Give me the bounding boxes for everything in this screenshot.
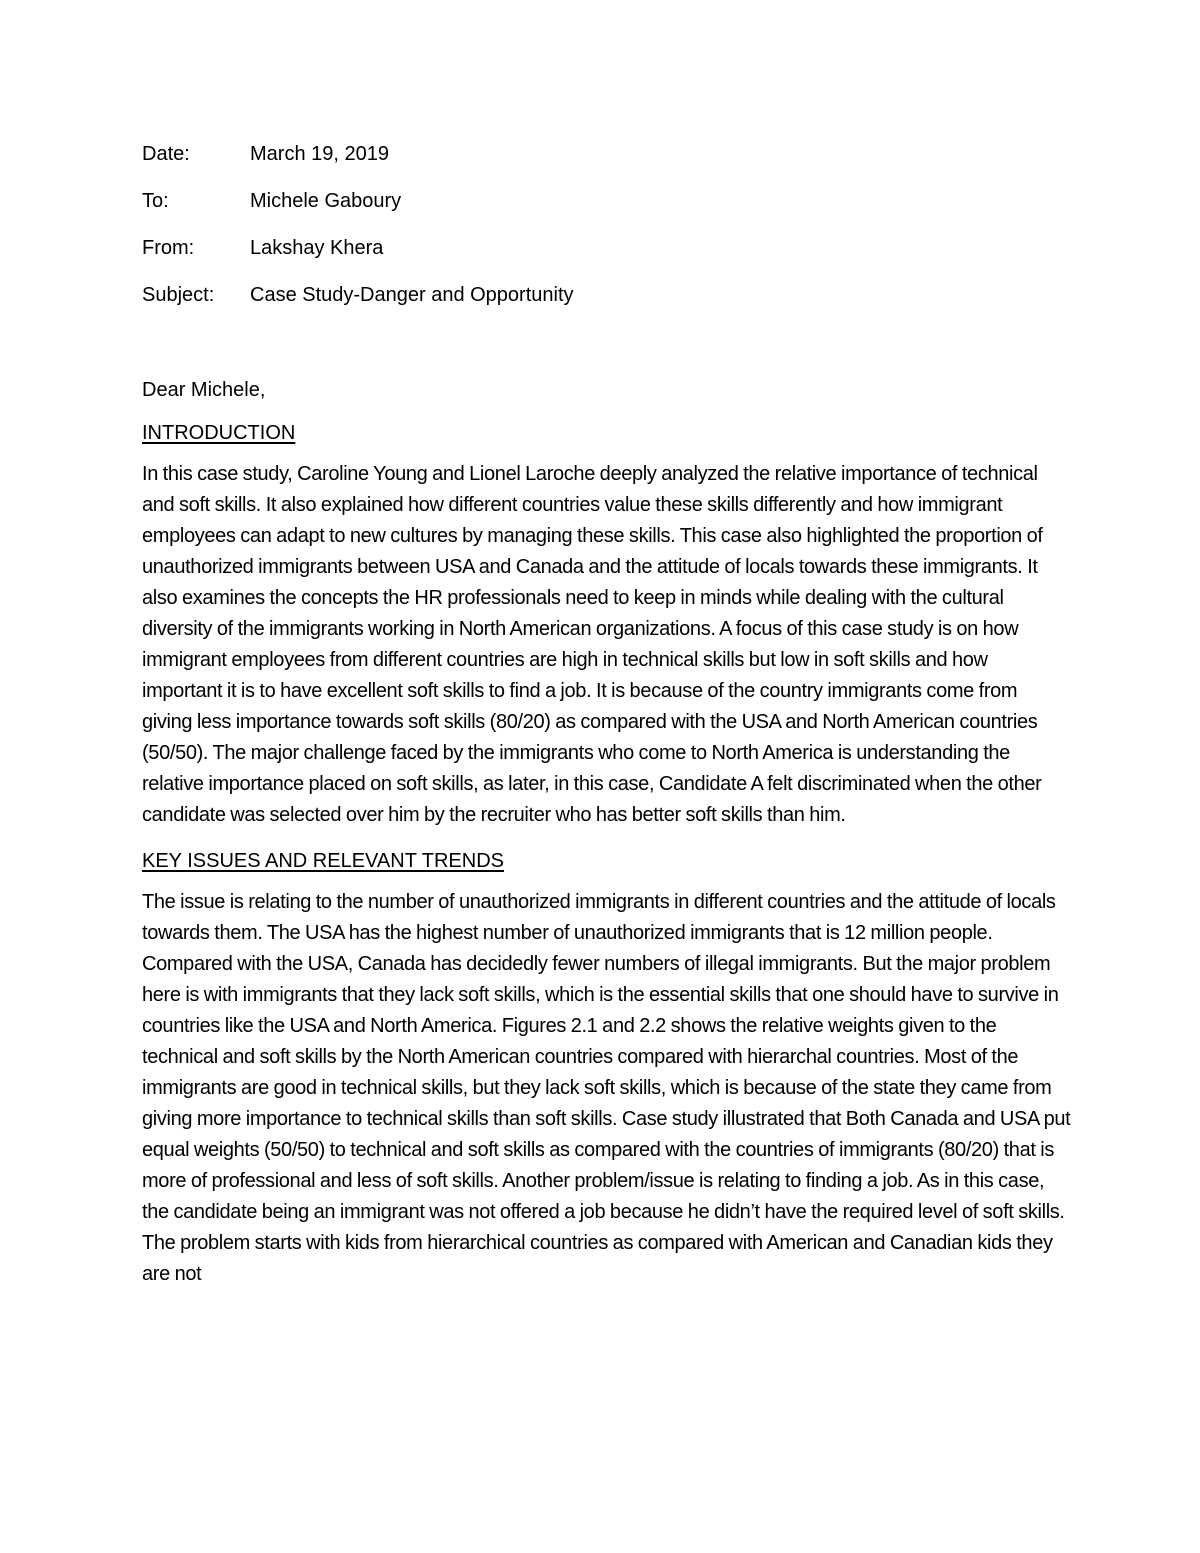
subject-label: Subject: (142, 284, 215, 306)
to-label: To: (142, 190, 169, 212)
from-value: Lakshay Khera (250, 237, 384, 259)
from-label: From: (142, 237, 195, 259)
memo-header (142, 138, 1072, 326)
date-label: Date: (142, 143, 190, 165)
date-value: March 19, 2019 (250, 143, 389, 165)
memo-subject-row (142, 279, 1072, 326)
salutation: Dear Michele, (142, 379, 266, 401)
section-body-key-issues: The issue is relating to the number of unauthorized immigrants in different countries and the attitude of locals towards them. The USA has the highest number of unauthorized immigrants that is 12 million people. Compared with the USA, Canada has decidedly fewer numbers of illegal immigrants. But the major problem here is with immigrants that they lack soft skills, which is the essential skills that one should have to survive in countries like the USA and North America. Figures 2.1 and 2.2 shows the relative weights given to the technical and soft skills by the North American countries compared with hierarchal countries. Most of the immigrants are good in technical skills, but they lack soft skills, which is because of the state they came from giving more importance to technical skills than soft skills. Case study illustrated that Both Canada and USA put equal weights (50/50) to technical and soft skills as compared with the countries of immigrants (80/20) that is more of professional and less of soft skills. Another problem/issue is relating to finding a job. As in this case, the candidate being an immigrant was not offered a job because he didn’t have the required level of soft skills. The problem starts with kids from hierarchical countries as compared with American and Canadian kids they are not (142, 891, 1071, 1285)
memo-from-row (142, 232, 1072, 279)
memo-document (142, 138, 1072, 1290)
section-heading-key-issues: KEY ISSUES AND RELEVANT TRENDS (142, 850, 504, 872)
to-value: Michele Gaboury (250, 190, 402, 212)
section-heading-introduction: INTRODUCTION (142, 422, 296, 444)
subject-value: Case Study-Danger and Opportunity (250, 284, 574, 306)
section-body-introduction: In this case study, Caroline Young and Lionel Laroche deeply analyzed the relative importance of technical and soft skills. It also explained how different countries value these skills differently and how immigrant employees can adapt to new cultures by managing these skills. This case also highlighted the proportion of unauthorized immigrants between USA and Canada and the attitude of locals towards these immigrants. It also examines the concepts the HR professionals need to keep in minds while dealing with the cultural diversity of the immigrants working in North American organizations. A focus of this case study is on how immigrant employees from different countries are high in technical skills but low in soft skills and how important it is to have excellent soft skills to find a job. It is because of the country immigrants come from giving less importance towards soft skills (80/20) as compared with the USA and North American countries (50/50). The major challenge faced by the immigrants who come to North America is understanding the relative importance placed on soft skills, as later, in this case, Candidate A felt discriminated when the other candidate was selected over him by the recruiter who has better soft skills than him. (142, 463, 1043, 826)
memo-to-row (142, 185, 1072, 232)
memo-date-row (142, 138, 1072, 185)
